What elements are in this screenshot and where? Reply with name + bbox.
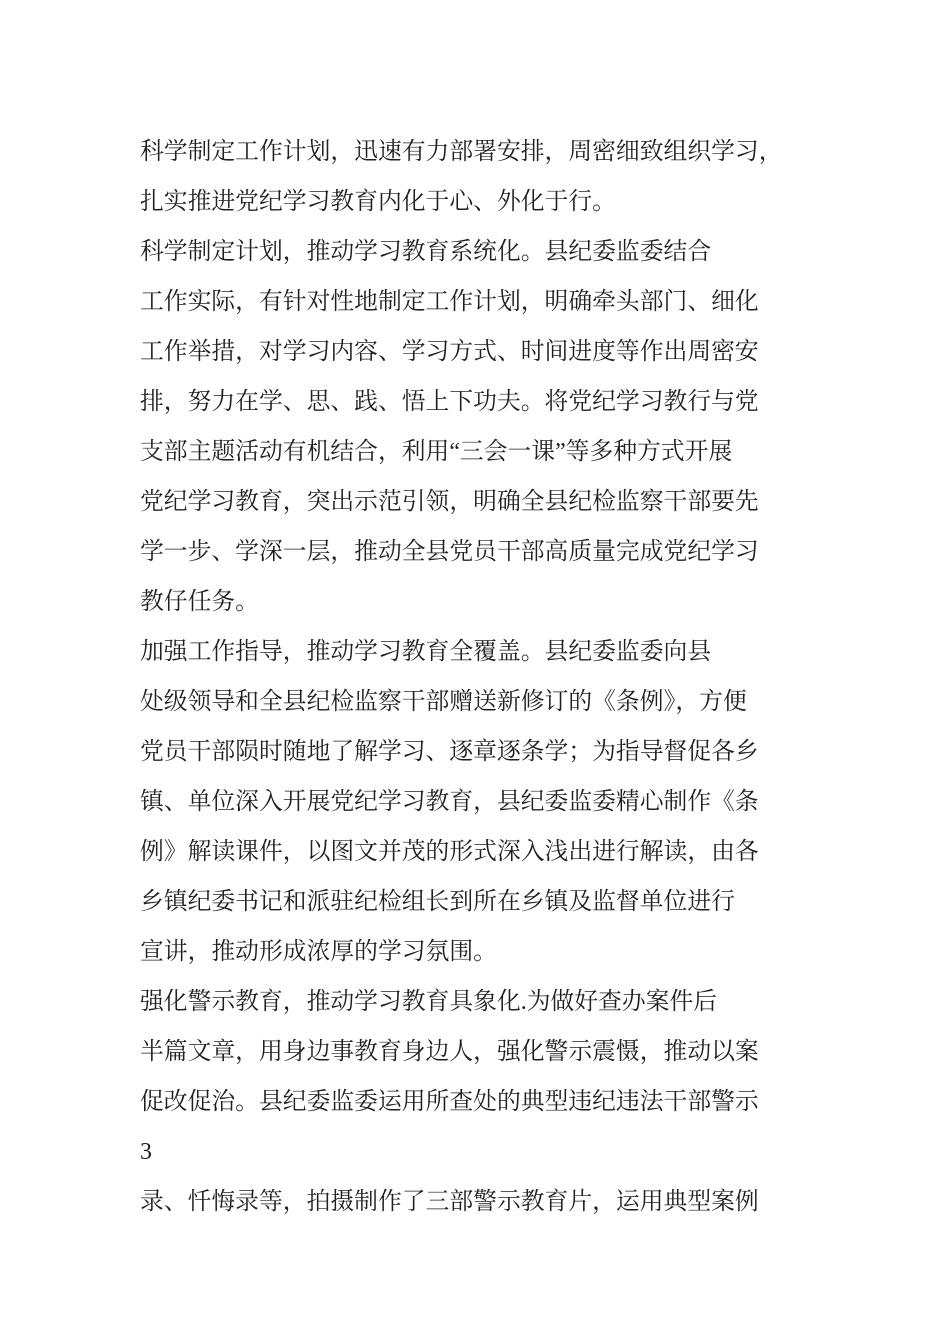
text-line: 科学制定计划，推动学习教育系统化。县纪委监委结合 [140, 239, 712, 265]
text-line: 支部主题活动有机结合，利用“三会一课”等多种方式开展 [140, 439, 733, 465]
text-line: 乡镇纪委书记和派驻纪检组长到所在乡镇及监督单位进行 [140, 889, 735, 915]
text-line: 镇、单位深入开展党纪学习教育，县纪委监委精心制作《条 [140, 789, 759, 815]
text-line: 党纪学习教育，突出示范引领，明确全县纪检监察干部要先 [140, 489, 759, 515]
document-text-block [140, 127, 783, 1227]
text-line: 录、忏悔录等，拍摄制作了三部警示教育片，运用典型案例 [140, 1189, 759, 1215]
text-line: 排，努力在学、思、践、悟上下功夫。将党纪学习教行与党 [140, 389, 759, 415]
text-line: 党员干部陨时随地了解学习、逐章逐条学；为指导督促各乡 [140, 739, 759, 765]
text-line: 宣讲，推动形成浓厚的学习氛围。 [140, 939, 497, 965]
page-number: 3 [140, 1139, 152, 1165]
text-line: 科学制定工作计划，迅速有力部署安排，周密细致组织学习， [140, 139, 783, 165]
text-line: 工作举措，对学习内容、学习方式、时间进度等作出周密安 [140, 339, 759, 365]
text-line: 扎实推进党纪学习教育内化于心、外化于行。 [140, 189, 616, 215]
text-line: 促改促治。县纪委监委运用所查处的典型违纪违法干部警示 [140, 1089, 759, 1115]
text-line: 半篇文章，用身边事教育身边人，强化警示震慑，推动以案 [140, 1039, 759, 1065]
text-line: 工作实际，有针对性地制定工作计划，明确牵头部门、细化 [140, 289, 759, 315]
text-line: 强化警示教育，推动学习教育具象化.为做好查办案件后 [140, 989, 718, 1015]
text-line: 加强工作指导，推动学习教育全覆盖。县纪委监委向县 [140, 639, 712, 665]
text-line: 教仔任务。 [140, 589, 259, 615]
text-line: 处级领导和全县纪检监察干部赠送新修订的《条例》，方便 [140, 689, 747, 715]
text-line: 学一步、学深一层，推动全县党员干部高质量完成党纪学习 [140, 539, 759, 565]
text-line: 例》解读课件，以图文并茂的形式深入浅出进行解读，由各 [140, 839, 759, 865]
